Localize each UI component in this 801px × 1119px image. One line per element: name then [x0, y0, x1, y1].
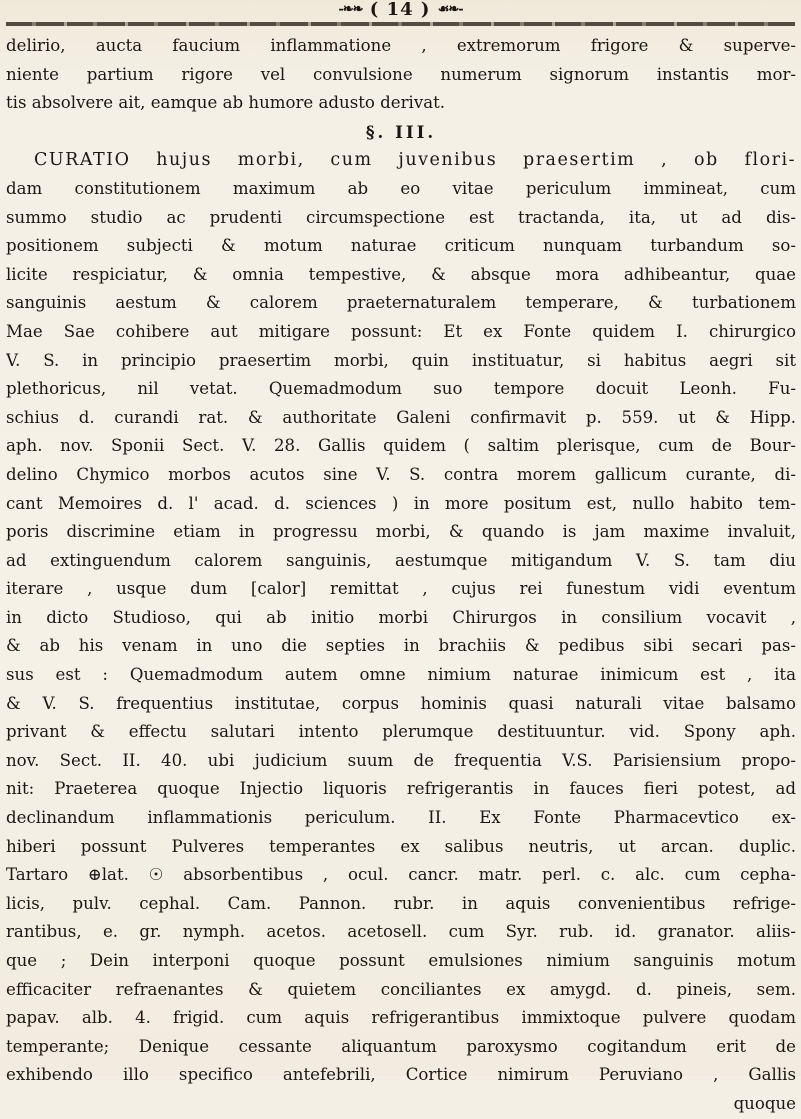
ornament-left: -❧❧ [338, 2, 363, 17]
text-line: summo studio ac prudenti circumspectione est tractanda, ita, ut ad dis- [6, 207, 796, 227]
text-line: exhibendo illo specifico antefebrili, Cortice nimirum Peruviano , Gallis [6, 1065, 796, 1085]
body-text [6, 32, 796, 1119]
text-line: delino Chymico morbos acutos sine V. S. contra morem gallicum curante, di- [6, 464, 796, 484]
text-line: privant & effectu salutari intento plerumque destituuntur. vid. Spony aph. [6, 722, 796, 742]
text-line: iterare , usque dum [calor] remittat , cujus rei funestum vidi eventum [6, 579, 796, 599]
text-line: nov. Sect. II. 40. ubi judicium suum de frequentia V.S. Parisiensium propo- [6, 750, 796, 770]
section-heading: §. III. [365, 121, 437, 142]
running-head: -❧❧ ( 14 ) ☙❧- [338, 0, 463, 20]
text-line: papav. alb. 4. frigid. cum aquis refrigerantibus immixtoque pulvere quodam [6, 1008, 796, 1028]
text-line: Mae Sae cohibere aut mitigare possunt: Et ex Fonte quidem I. chirurgico [6, 321, 796, 341]
text-line: niente partium rigore vel convulsione numerum signorum instantis mor- [6, 64, 796, 84]
text-line: declinandum inflammationis periculum. II. Ex Fonte Pharmacevtico ex- [6, 808, 796, 828]
text-line: sus est : Quemadmodum autem omne nimium naturae inimicum est , ita [6, 665, 796, 685]
header-rule [6, 22, 795, 26]
text-line: in dicto Studioso, qui ab initio morbi Chirurgos in consilium vocavit , [6, 607, 796, 627]
text-line: poris discrimine etiam in progressu morbi, & quando is jam maxime invaluit, [6, 522, 796, 542]
text-line: efficaciter refraenantes & quietem conciliantes ex amygd. d. pineis, sem. [6, 979, 796, 999]
text-line: sanguinis aestum & calorem praeternaturalem temperare, & turbationem [6, 293, 796, 313]
text-line: nit: Praeterea quoque Injectio liquoris refrigerantis in fauces fieri potest, ad [6, 779, 796, 799]
text-line: ad extinguendum calorem sanguinis, aestumque mitigandum V. S. tam diu [6, 550, 796, 570]
text-line: delirio, aucta faucium inflammatione , extremorum frigore & superve- [6, 36, 796, 55]
page-number: 14 [386, 0, 414, 20]
text-line: que ; Dein interponi quoque possunt emulsiones nimium sanguinis motum [6, 951, 796, 970]
text-line: tis absolvere ait, eamque ab humore adusto derivat. [6, 93, 446, 113]
text-line: positionem subjecti & motum naturae criticum nunquam turbandum so- [6, 236, 796, 256]
text-line: hiberi possunt Pulveres temperantes ex salibus neutris, ut arcan. duplic. [6, 836, 796, 856]
text-line: V. S. in principio praesertim morbi, quin instituatur, si habitus aegri sit [6, 350, 796, 370]
text-line: licite respiciatur, & omnia tempestive, & absque mora adhibeantur, quae [6, 264, 796, 284]
text-line: dam constitutionem maximum ab eo vitae periculum immineat, cum [6, 178, 796, 198]
ornament-right: ☙❧- [437, 2, 463, 17]
text-line: aph. nov. Sponii Sect. V. 28. Gallis quidem ( saltim plerisque, cum de Bour- [6, 436, 796, 456]
text-line: cant Memoires d. l' acad. d. sciences ) in more positum est, nullo habito tem- [6, 493, 796, 513]
text-line: schius d. curandi rat. & authoritate Galeni confirmavit p. 559. ut & Hipp. [6, 407, 796, 427]
text-line: & ab his venam in uno die septies in brachiis & pedibus sibi secari pas- [6, 636, 796, 656]
text-line: CURATIO hujus morbi, cum juvenibus praesertim , ob flori- [34, 150, 796, 171]
text-line: rantibus, e. gr. nymph. acetos. acetosell. cum Syr. rub. id. granator. aliis- [6, 922, 796, 942]
text-line: plethoricus, nil vetat. Quemadmodum suo tempore docuit Leonh. Fu- [6, 379, 796, 399]
text-line: licis, pulv. cephal. Cam. Pannon. rubr. in aquis convenientibus refrige- [6, 893, 796, 913]
text-line: temperante; Denique cessante aliquantum paroxysmo cogitandum erit de [6, 1036, 796, 1056]
text-line: & V. S. frequentius institutae, corpus hominis quasi naturali vitae balsamo [6, 693, 796, 713]
text-line: Tartaro ⊕lat. ☉ absorbentibus , ocul. cancr. matr. perl. c. alc. cum cepha- [6, 865, 796, 885]
catchword: quoque [733, 1093, 796, 1113]
